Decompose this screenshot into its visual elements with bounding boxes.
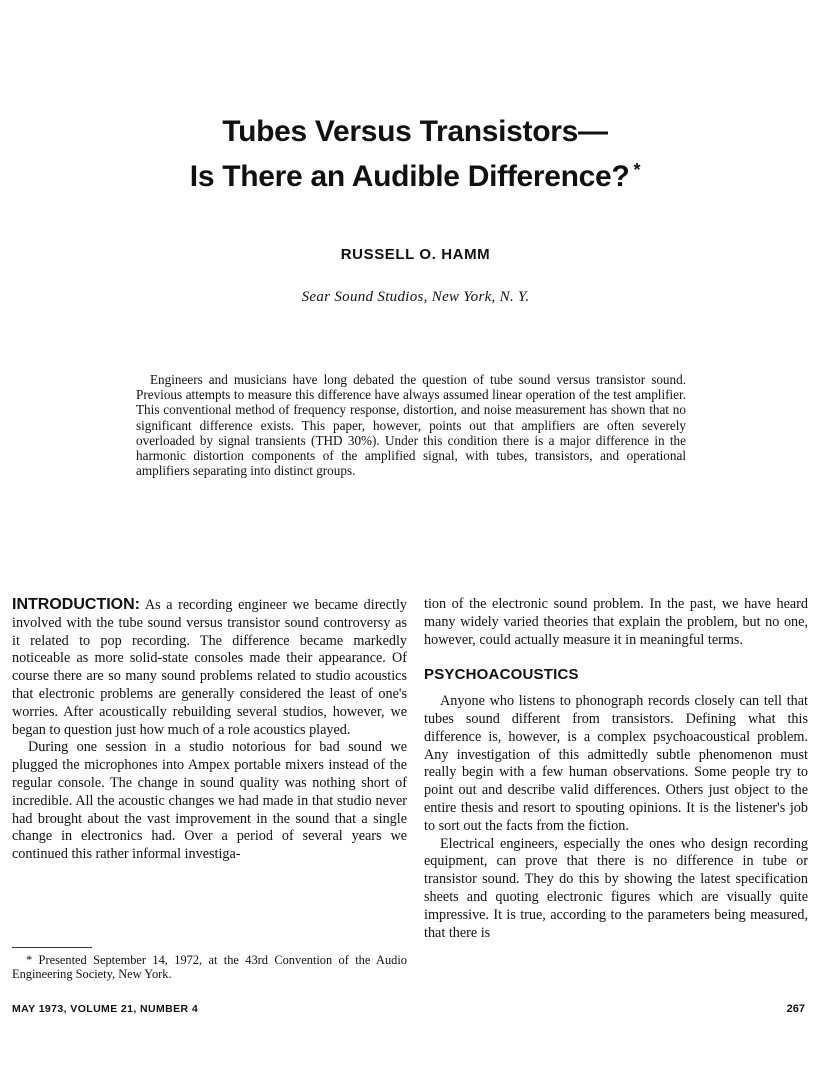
paper-title-text-2: Is There an Audible Difference? (189, 160, 630, 193)
running-footer: MAY 1973, VOLUME 21, NUMBER 4 (12, 1003, 199, 1015)
author-affiliation: Sear Sound Studios, New York, N. Y. (301, 289, 530, 305)
page-number: 267 (786, 1003, 805, 1015)
psychoacoustics-heading: PSYCHOACOUSTICS (424, 666, 579, 684)
intro-paragraph-text: As a recording engineer we became directly involved with the tube sound versus transistor sound controversy as it related to pop recording. The difference became markedly noticeable as more solid-state consoles made their appearance. Of course there are so many sound problems related to studio acoustics that electronic problems are generally considered the least of one's worries. After acoustically rebuilding several studios, however, we began to question just how much of a role acoustics played. (12, 597, 407, 738)
paper-title-text-1: Tubes Versus Transistors— (222, 115, 608, 148)
right-column (424, 596, 808, 942)
body-paragraph-continued: tion of the electronic sound problem. In the past, we have heard many widely varied theories that explain the problem, but no one, however, could actually measure it in meaningful terms. (424, 596, 808, 648)
body-paragraph: During one session in a studio notorious for bad sound we plugged the microphones into Ampex portable mixers instead of the regular console. The change in sound quality was nothing short of incredible. All the acoustic changes we had made in that studio never had brought about the vast improvement in the sound that a single change in electronics had. Over a period of several years we continued this rather informal investiga- (12, 739, 407, 863)
footnote: * Presented September 14, 1972, at the 43rd Convention of the Audio Engineering Society, New York. (12, 953, 407, 981)
abstract: Engineers and musicians have long debated the question of tube sound versus transistor sound. Previous attempts to measure this difference have always assumed linear operation of the test amplifier. This conventional method of frequency response, distortion, and noise measurement has shown that no significant difference exists. This paper, however, points out that amplifiers are often severely overloaded by signal transients (THD 30%). Under this condition there is a major difference in the harmonic distortion components of the amplified signal, with tubes, transistors, and operational amplifiers separating into distinct groups. (136, 372, 686, 479)
introduction-heading: INTRODUCTION: (12, 596, 140, 613)
body-paragraph: Electrical engineers, especially the ones who design recording equipment, can prove that there is no difference in tube or transistor sound. They do this by showing the latest specification sheets and quoting electronic figures which are visually quite impressive. It is true, according to the parameters being measured, that there is (424, 835, 808, 941)
paper-title-line-2 (60, 150, 770, 197)
left-column (12, 596, 407, 864)
paper-title-line-1 (60, 112, 770, 152)
footnote-divider (12, 947, 92, 948)
title-footnote-mark: * (633, 160, 641, 180)
author-name: RUSSELL O. HAMM (340, 246, 491, 263)
intro-paragraph (12, 596, 407, 739)
body-paragraph: Anyone who listens to phonograph records closely can tell that tubes sound different from transistors. Defining what this difference is, however, is a complex psychoacoustical problem. Any investigation of this admittedly subtle phenomenon must really begin with a few human observations. Some people try to point out and describe valid differences. Others just object to the entire thesis and resort to spouting opinions. It is the listener's job to sort out the facts from the fiction. (424, 693, 808, 834)
